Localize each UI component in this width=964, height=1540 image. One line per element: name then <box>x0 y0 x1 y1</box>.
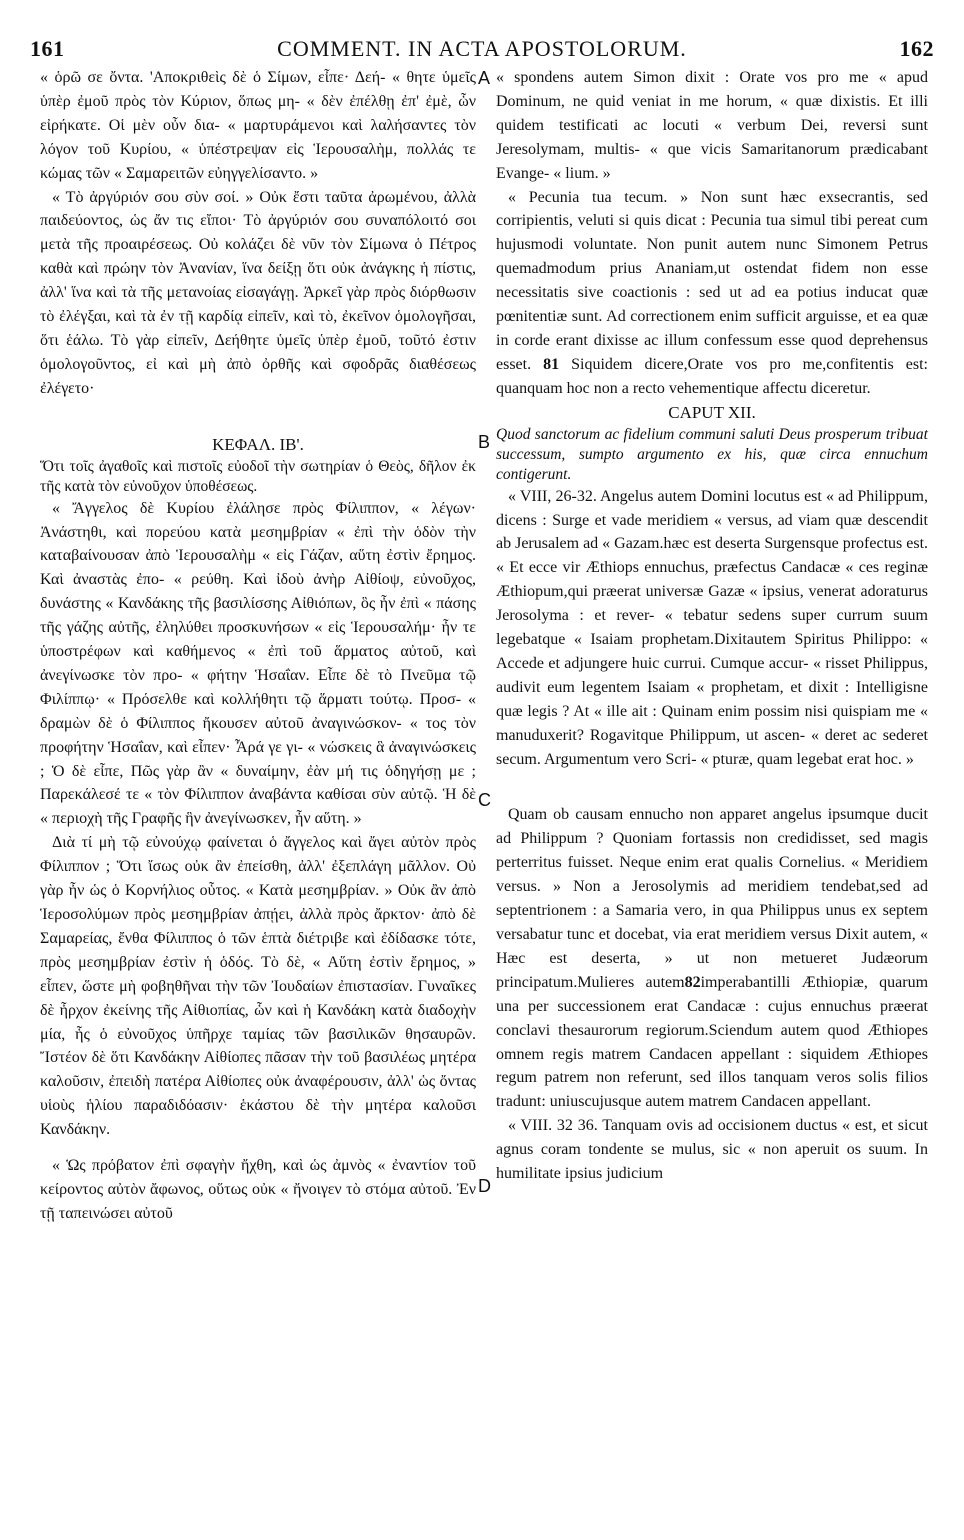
greek-paragraph-2: « Τὸ ἀργύριόν σου σὺν σοί. » Οὐκ ἔστι ταῦτα ἀρωμένου, ἀλλὰ παιδεύοντος, ὡς ἄν τις εἴποι· Τὸ ἀργύριόν σου συναπόλοιτό σοι μετὰ τῆς προαιρέσεως. Οὐ κολάζει δὲ νῦν τὸν Σίμωνα ὁ Πέτρος καθὰ καὶ πρώην τὸν Ἀνανίαν, ἵνα δείξῃ ὅτι οὐκ ἀνάγκης ἡ πίστις, ἀλλ' ἵνα καὶ τὰ τῆς μετανοίας εἰσαγάγῃ. Ἀρκεῖ γὰρ πρὸς διόρθωσιν τὸ ἐλέγξαι, καὶ τὰ ἐν τῇ καρδίᾳ εἰπεῖν, καὶ τὸ, ἐκεῖνον ὁμολογῆσαι, ὅτι ἑάλω. Τὸ γὰρ εἰπεῖν, Δεήθητε ὑμεῖς ὑπὲρ ἐμοῦ, τοῦτό ἐστιν ὁμολογοῦντος, εἰ καὶ μὴ ἀπὸ ὀρθῆς καὶ σφοδρᾶς διαθέσεως ἐλέγετο· <box>40 188 476 397</box>
page-number-left: 161 <box>30 36 65 61</box>
running-header <box>30 36 934 64</box>
latin-chapter-summary: Quod sanctorum ac fidelium communi saluti Deus prosperum tribuat successum, sumpto argumento ex his, quæ circa ennuchum contigerunt. <box>496 425 928 483</box>
section-marker-a: A <box>478 68 491 88</box>
section-marker-d: D <box>478 1176 491 1196</box>
column-number-81: 81 <box>543 355 560 373</box>
latin-paragraph-4 <box>496 803 928 1114</box>
greek-paragraph-1: « ὁρῶ σε ὄντα. 'Αποκριθεὶς δὲ ὁ Σίμων, εἶπε· Δεή- « θητε ὑμεῖς ὑπὲρ ἐμοῦ πρὸς τὸν Κύριον, ὅπως μη- « δὲν ἐπέλθῃ ἐπ' ἐμὲ, ὧν εἰρήκατε. Οἱ μὲν οὖν δια- « μαρτυράμενοι καὶ λαλήσαντες τὸν λόγον τοῦ Κυρίου, « ὑπέστρεψαν εἰς Ἱερουσαλὴμ, πολλάς τε κώμας τῶν « Σαμαρειτῶν εὐηγγελίσαντο. » <box>40 69 476 182</box>
latin-chapter-heading: CAPUT XII. <box>668 402 756 422</box>
latin-paragraph-3: « VIII, 26-32. Angelus autem Domini locutus est « ad Philippum, dicens : Surge et vade meridiem « versus, ad viam quæ descendit ab Jerusalem ad « Gazam.hæc est deserta Surgensque profectus est. « Et ecce vir Æthiops ennuchus, præfectus Candacæ « ces reginæ Æthiopum,qui præerat universæ Gazæ « ipsius, venerat adoraturus Jerosolyma : et rever- « tebatur sedens super currum suum legebatque « Isaiam prophetam.Dixitautem Spiritus Philippo: « Accede et adjungere huic currui. Cumque accur- « risset Philippus, audivit eum legentem Isaiam « prophetam, et dixit : Intelligisne quæ legis ? At « ille ait : Quinam enim possim nisi quispiam me « manuduxerit? Rogavitque Philippum, ut ascen- « deret ac sederet secum. Argumentum vero Scri- « pturæ, quam legebat erat hoc. » <box>496 487 929 768</box>
running-title: COMMENT. IN ACTA APOSTOLORUM. <box>277 36 687 61</box>
latin-paragraph-5: « VIII. 32 36. Tanquam ovis ad occisionem ductus « est, et sicut agnus coram tondente se mulus, sic « non aperuit os suum. In humilitate ipsius judicium <box>496 1117 928 1183</box>
latin-paragraph-2-part-a: « Pecunia tua tecum. » Non sunt hæc exsecrantis, sed corripientis, veluti si quis dicat : Pecunia tua simul tibi pereat cum hujusmodi voluntate. Non punit autem nunc Simonem Petrus quemadmodum prius Ananiam,ut ostendat fidem non esse necessitatis sive coactionis : sed ut ad ea potius inducat quæ pœnitentiæ sunt. Ad correctionem enim sufficit arguisse, et ea quæ in corde erant dixisse ac illum confessum esse quod deprehensus esset. <box>496 188 928 373</box>
latin-paragraph-2-part-b: Siquidem dicere,Orate vos pro me,confitentis est: quanquam hoc non a recto vehementique affectu diceretur. <box>496 355 929 397</box>
latin-paragraph-4-part-b: imperabantilli Æthiopiæ, quarum una per successionem erat Candacæ : cujus ennuchus præerat conclavi thesaurorum regiorum.Sciendum autem quod Æthiopes omnem regis matrem Candacen appellant : siquidem Æthiopes regum patrem non referunt, sed illos tanquam veros solis filios tradunt: uniuscujusque autem matrem Candacen appellant. <box>496 973 929 1111</box>
greek-chapter-summary: Ὅτι τοῖς ἀγαθοῖς καὶ πιστοῖς εὐοδοῖ τὴν σωτηρίαν ὁ Θεὸς, δῆλον ἐκ τῆς κατὰ τὸν εὐνοῦχον ὑποθέσεως. <box>40 457 476 495</box>
column-number-82: 82 <box>684 973 701 991</box>
latin-paragraph-1: « spondens autem Simon dixit : Orate vos pro me « apud Dominum, ne quid veniat in me horum, « quæ dixistis. Et illi quidem testificati ac locuti « verbum Dei, reversi sunt Jeresolymam, multis- « que vicis Samaritanorum prædicabant Evange- « lium. » <box>496 69 928 182</box>
section-marker-c: C <box>478 790 491 810</box>
page-number-right: 162 <box>899 36 934 61</box>
greek-paragraph-5: « Ὡς πρόβατον ἐπὶ σφαγὴν ἤχθη, καὶ ὡς ἀμνὸς « ἐναντίον τοῦ κείροντος αὐτὸν ἄφωνος, οὕτως οὐκ « ἤνοιγεν τὸ στόμα αὐτοῦ. Ἐν τῇ ταπεινώσει αὐτοῦ <box>40 1157 476 1222</box>
section-marker-b: B <box>478 432 491 452</box>
latin-column <box>496 66 928 1186</box>
greek-paragraph-3: « Ἄγγελος δὲ Κυρίου ἐλάλησε πρὸς Φίλιππον, « λέγων· Ἀνάστηθι, καὶ πορεύου κατὰ μεσημβρίαν « ἐπὶ τὴν ὁδὸν τὴν καταβαίνουσαν ἀπὸ Ἱερουσαλὴμ « εἰς Γάζαν, αὕτη ἐστὶν ἔρημος. Καὶ ἀναστὰς ἐπο- « ρεύθη. Καὶ ἰδοὺ ἀνὴρ Αἰθίοψ, εὐνοῦχος, δυνάστης « Κανδάκης τῆς βασιλίσσης Αἰθιόπων, ὃς ἦν ἐπὶ « πάσης τῆς γάζης αὐτῆς, ἐληλύθει προσκυνήσων « εἰς Ἱερουσαλήμ· ἦν τε ὑποστρέφων καὶ καθήμενος « ἐπὶ τοῦ ἅρματος αὐτοῦ, καὶ ἀνεγίνωσκε τὸν προ- « φήτην Ἡσαΐαν. Εἶπε δὲ τὸ Πνεῦμα τῷ Φιλίππῳ· « Πρόσελθε καὶ κολλήθητι τῷ ἅρματι τούτῳ. Προσ- « δραμὼν δὲ ὁ Φίλιππος ἤκουσεν αὐτοῦ ἀναγινώσκον- « τος τὸν προφήτην Ἡσαΐαν, καὶ εἶπεν· Ἆρά γε γι- « νώσκεις ἃ ἀναγινώσκεις ; Ὁ δὲ εἶπε, Πῶς γὰρ ἂν « δυναίμην, ἐὰν μή τις ὁδηγήσῃ με ; Παρεκάλεσέ τε « τὸν Φίλιππον ἀναβάντα καθίσαι σὺν αὐτῷ. Ἡ δὲ « περιοχὴ τῆς Γραφῆς ἣν ἀνεγίνωσκεν, ἦν αὕτη. » <box>40 499 476 828</box>
latin-paragraph-4-part-a: Quam ob causam ennucho non apparet angelus ipsumque ducit ad Philippum ? Quoniam fortassis non credidisset, sed magis perterritus fuisset. Neque enim erat qualis Cornelius. « Meridiem versus. » Non a Jerosolymis ad meridiem tendebat,sed ad septentrionem : a Samaria vero, in qua Philippus unus ex septem versabatur tunc et docebat, via erat meridiem versus Dixit autem, « Hæc est deserta, » ut non metueret Judæorum principatum.Mulieres autem <box>496 806 928 991</box>
greek-chapter-heading: ΚΕΦΑΛ. ΙΒ'. <box>212 434 304 454</box>
latin-paragraph-2 <box>496 186 928 401</box>
greek-paragraph-4: Διὰ τί μὴ τῷ εὐνούχῳ φαίνεται ὁ ἄγγελος καὶ ἄγει αὐτὸν πρὸς Φίλιππον ; Ὅτι ἴσως οὐκ ἂν ἐπείσθη, ἀλλ' ἐξεπλάγη μᾶλλον. Οὐ γὰρ ἦν ὡς ὁ Κορνήλιος οὗτος. « Κατὰ μεσημβρίαν. » Οὐκ ἂν ἀπὸ Ἱεροσολύμων πρὸς μεσημβρίαν ἀπῄει, ἀλλὰ πρὸς ἄρκτον· ἀπὸ δὲ Σαμαρείας, ἔνθα Φίλιππος ὁ τῶν ἑπτὰ διέτριβε καὶ ἐδίδασκε τότε, πρὸς μεσημβρίαν ἐστὶν ἡ ὁδός. Τὸ δὲ, « Αὕτη ἐστὶν ἔρημος, » εἶπεν, ὥστε μὴ φοβηθῆναι τὴν τῶν Ἰουδαίων ἐπιστασίαν. Γυναῖκες δὲ ἦρχον ἐκείνης τῆς Αἰθιοπίας, ὧν καὶ ἡ Κανδάκη κατὰ διαδοχὴν μία, ἧς ὁ εὐνοῦχος ὑπῆρχε ταμίας τῶν βασιλικῶν θησαυρῶν. Ἴστέον δὲ ὅτι Κανδάκην Αἰθίοπες πᾶσαν τὴν τοῦ βασιλέως μητέρα καλοῦσιν, ἐπειδὴ πατέρα Αἰθίοπες οὐκ ἀναφέρουσιν, ἀλλ' ὡς ὄντας υἱοὺς ἡλίου παραδιδόασιν· ἑκάστου δὲ τὴν μητέρα καλοῦσι Κανδάκην. <box>40 834 476 1139</box>
greek-column <box>40 66 476 1226</box>
